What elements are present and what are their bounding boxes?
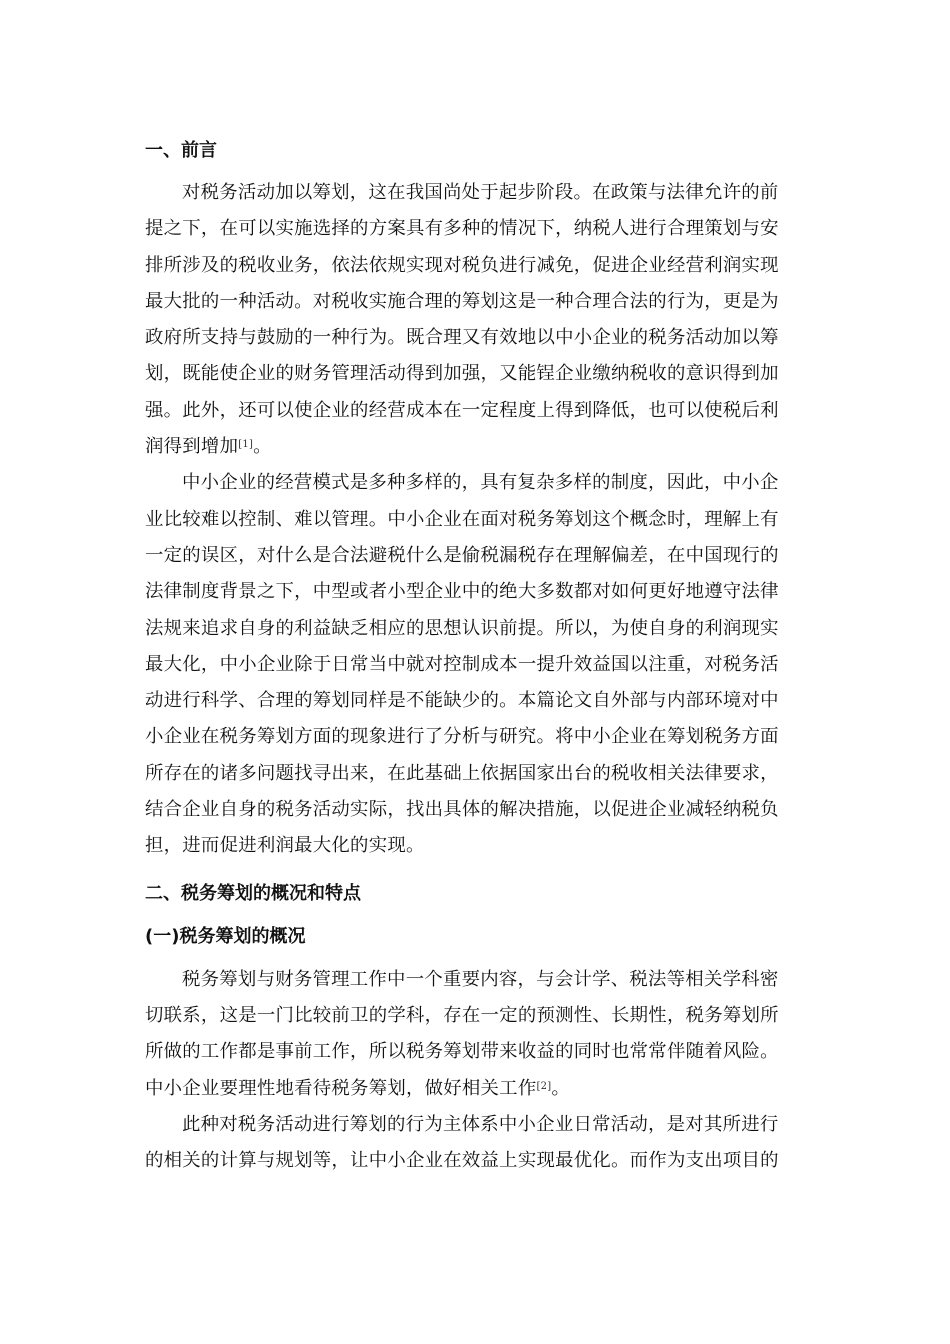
- paragraph: [145, 1107, 805, 1180]
- text-line: 法规来追求自身的利益缺乏相应的思想认识前提。所以，为使自身的利润现实: [145, 617, 779, 639]
- text-line: 最大批的一种活动。对税收实施合理的筹划这是一种合理合法的行为，更是为: [145, 290, 779, 312]
- subsection-heading: (一)税务筹划的概况: [145, 925, 306, 947]
- text-line: 对税务活动加以筹划，这在我国尚处于起步阶段。在政策与法律允许的前: [182, 182, 779, 203]
- paragraph: [145, 962, 805, 1107]
- text-fragment: 。: [551, 1077, 571, 1099]
- text-line: 此种对税务活动进行筹划的行为主体系中小企业日常活动，是对其所进行: [182, 1113, 779, 1135]
- text-fragment: 中小企业要理性地看待税务筹划，做好相关工作: [145, 1077, 537, 1099]
- text-line: 业比较难以控制、难以管理。中小企业在面对税务筹划这个概念时，理解上有: [145, 508, 779, 530]
- text-line: 切联系，这是一门比较前卫的学科，存在一定的预测性、长期性，税务筹划所: [145, 1004, 779, 1026]
- text-line: 担，进而促进利润最大化的实现。: [145, 835, 425, 857]
- section-heading-preface: 一、前言: [145, 140, 217, 161]
- text-line: 法律制度背景之下，中型或者小型企业中的绝大多数都对如何更好地遵守法律: [145, 581, 779, 603]
- section-heading-overview: 二、税务筹划的概况和特点: [145, 882, 361, 904]
- text-line: 提之下，在可以实施选择的方案具有多种的情况下，纳税人进行合理策划与安: [145, 218, 779, 240]
- text-line-last: [145, 429, 805, 465]
- text-line: 政府所支持与鼓励的一种行为。既合理又有效地以中小企业的税务活动加以筹: [145, 327, 779, 349]
- citation-ref[interactable]: [1]: [238, 439, 254, 451]
- text-line: 小企业在税务筹划方面的现象进行了分析与研究。将中小企业在筹划税务方面: [145, 726, 779, 748]
- text-line: 最大化，中小企业除于日常当中就对控制成本一提升效益国以注重，对税务活: [145, 653, 779, 675]
- text-line: 一定的误区，对什么是合法避税什么是偷税漏税存在理解偏差，在中国现行的: [145, 544, 779, 566]
- text-line: 中小企业的经营模式是多种多样的，具有复杂多样的制度，因此，中小企: [182, 472, 779, 494]
- text-fragment: 。: [253, 436, 272, 458]
- text-line: 强。此外，还可以使企业的经营成本在一定程度上得到降低，也可以使税后利: [145, 399, 779, 421]
- text-line: 所做的工作都是事前工作，所以税务筹划带来收益的同时也常常伴随着风险。: [145, 1041, 779, 1063]
- text-line: 动进行科学、合理的筹划同样是不能缺少的。本篇论文自外部与内部环境对中: [145, 690, 779, 712]
- text-line: 划，既能使企业的财务管理活动得到加强，又能锃企业缴纳税收的意识得到加: [145, 363, 779, 385]
- text-line: 结合企业自身的税务活动实际，找出具体的解决措施，以促进企业减轻纳税负: [145, 799, 779, 821]
- paragraph: [145, 465, 805, 864]
- document-page: [145, 133, 805, 1179]
- text-line: 所存在的诸多问题找寻出来，在此基础上依据国家出台的税收相关法律要求，: [145, 762, 779, 784]
- text-line: 税务筹划与财务管理工作中一个重要内容，与会计学、税法等相关学科密: [182, 968, 779, 990]
- citation-ref[interactable]: [2]: [536, 1080, 552, 1092]
- text-line-last: [145, 1071, 805, 1107]
- text-line: 排所涉及的税收业务，依法依规实现对税负进行减免，促进企业经营利润实现: [145, 254, 779, 276]
- paragraph: [145, 175, 805, 465]
- text-fragment: 润得到增加: [145, 436, 239, 458]
- text-line: 的相关的计算与规划等，让中小企业在效益上实现最优化。而作为支出项目的: [145, 1150, 779, 1172]
